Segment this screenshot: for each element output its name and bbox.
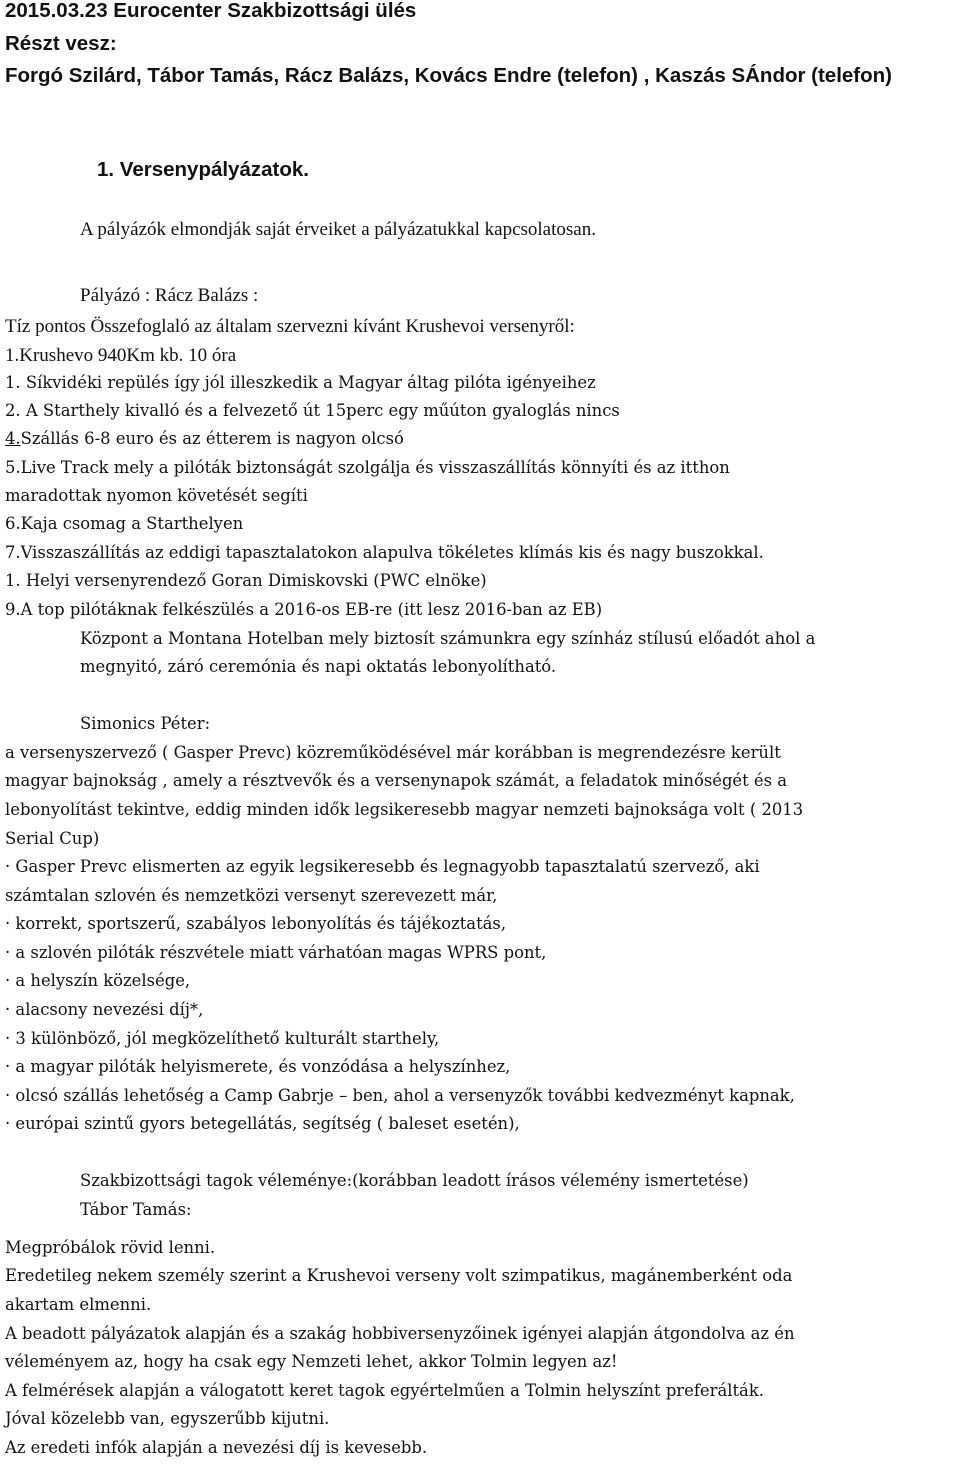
attendees-label: Részt vesz: [5, 32, 117, 55]
committee-opinions-label: Szakbizottsági tagok véleménye:(korábban leadott írásos vélemény ismertetése) [80, 1171, 749, 1190]
summary-line: Tíz pontos Összefoglaló az általam szervezni kívánt Krushevoi versenyről: [5, 316, 575, 337]
section-heading: 1. Versenypályázatok. [97, 158, 309, 181]
attendees-list: Forgó Szilárd, Tábor Tamás, Rácz Balázs, Kovács Endre (telefon) , Kaszás SÁndor (telefon) [5, 64, 893, 87]
bullet-item: · korrekt, sportszerű, szabályos lebonyolítás és tájékoztatás, [5, 914, 507, 933]
list-item [5, 431, 404, 447]
bullet-item: · a helyszín közelsége, [5, 971, 191, 990]
bullet-item: · a szlovén pilóták részvétele miatt várhatóan magas WPRS pont, [5, 943, 547, 962]
bullet-item: · európai szintű gyors betegellátás, segítség ( baleset esetén), [5, 1114, 520, 1133]
bullet-item: · Gasper Prevc elismerten az egyik legsikeresebb és legnagyobb tapasztalatú szervező, aki [5, 857, 760, 876]
bullet-item: · olcsó szállás lehetőség a Camp Gabrje – ben, ahol a versenyzők további kedvezményt kapnak, [5, 1086, 795, 1105]
section-intro: A pályázók elmondják saját érveiket a pályázatukkal kapcsolatosan. [80, 219, 596, 240]
paragraph-line: véleményem az, hogy ha csak egy Nemzeti lehet, akkor Tolmin legyen az! [5, 1352, 618, 1371]
list-item: 1. Helyi versenyrendező Goran Dimiskovski (PWC elnöke) [5, 571, 487, 590]
paragraph-line: akartam elmenni. [5, 1295, 152, 1314]
list-item-number: 4. [5, 429, 21, 448]
list-item: 1.Krushevo 940Km kb. 10 óra [5, 345, 237, 366]
paragraph-line: Jóval közelebb van, egyszerűbb kijutni. [5, 1409, 330, 1428]
paragraph-line: Megpróbálok rövid lenni. [5, 1238, 216, 1257]
paragraph-line: Eredetileg nekem személy szerint a Krushevoi verseny volt szimpatikus, magánemberként oda [5, 1266, 793, 1285]
list-item: 6.Kaja csomag a Starthelyen [5, 514, 244, 533]
list-item: 1. Síkvidéki repülés így jól illeszkedik a Magyar áltag pilóta igényeihez [5, 373, 596, 392]
list-item-continuation: maradottak nyomon követését segíti [5, 486, 308, 505]
paragraph-line: A felmérések alapján a válogatott keret tagok egyértelműen a Tolmin helyszínt preferálták. [5, 1381, 764, 1400]
document-title: 2015.03.23 Eurocenter Szakbizottsági ülés [5, 0, 417, 22]
list-item: 2. A Starthely kivalló és a felvezető út 15perc egy műúton gyaloglás nincs [5, 401, 620, 420]
bullet-item-continuation: számtalan szlovén és nemzetközi versenyt szerevezett már, [5, 886, 498, 905]
paragraph-line: Serial Cup) [5, 829, 100, 848]
paragraph-line: magyar bajnokság , amely a résztvevők és a versenynapok számát, a feladatok minőségét és a [5, 771, 788, 790]
list-item-continuation: megnyitó, záró ceremónia és napi oktatás lebonyolítható. [80, 657, 557, 676]
list-item-text: Szállás 6-8 euro és az étterem is nagyon olcsó [20, 429, 404, 448]
list-item: 5.Live Track mely a pilóták biztonságát szolgálja és visszaszállítás könnyíti és az itthon [5, 458, 730, 477]
applicant-heading: Pályázó : Rácz Balázs : [80, 285, 259, 306]
bullet-item: · a magyar pilóták helyismerete, és vonzódása a helyszínhez, [5, 1057, 511, 1076]
list-item: 7.Visszaszállítás az eddigi tapasztalatokon alapulva tökéletes klímás kis és nagy buszokkal. [5, 543, 764, 562]
bullet-item: · 3 különböző, jól megközelíthető kulturált starthely, [5, 1029, 440, 1048]
committee-member-name: Tábor Tamás: [80, 1200, 192, 1219]
paragraph-line: a versenyszervező ( Gasper Prevc) közreműködésével már korábban is megrendezésre került [5, 743, 781, 762]
list-item: 9.A top pilótáknak felkészülés a 2016-os EB-re (itt lesz 2016-ban az EB) [5, 600, 603, 619]
paragraph-line: A beadott pályázatok alapján és a szakág hobbiversenyzőinek igényei alapján átgondolva az én [5, 1324, 795, 1343]
bullet-item: · alacsony nevezési díj*, [5, 1000, 204, 1019]
paragraph-line: lebonyolítást tekintve, eddig minden idők legsikeresebb magyar nemzeti bajnoksága volt ( 2013 [5, 800, 804, 819]
paragraph-line: Az eredeti infók alapján a nevezési díj is kevesebb. [5, 1438, 428, 1457]
speaker-name: Simonics Péter: [80, 714, 211, 733]
list-item-continuation: Központ a Montana Hotelban mely biztosít számunkra egy színház stílusú előadót ahol a [80, 629, 816, 648]
